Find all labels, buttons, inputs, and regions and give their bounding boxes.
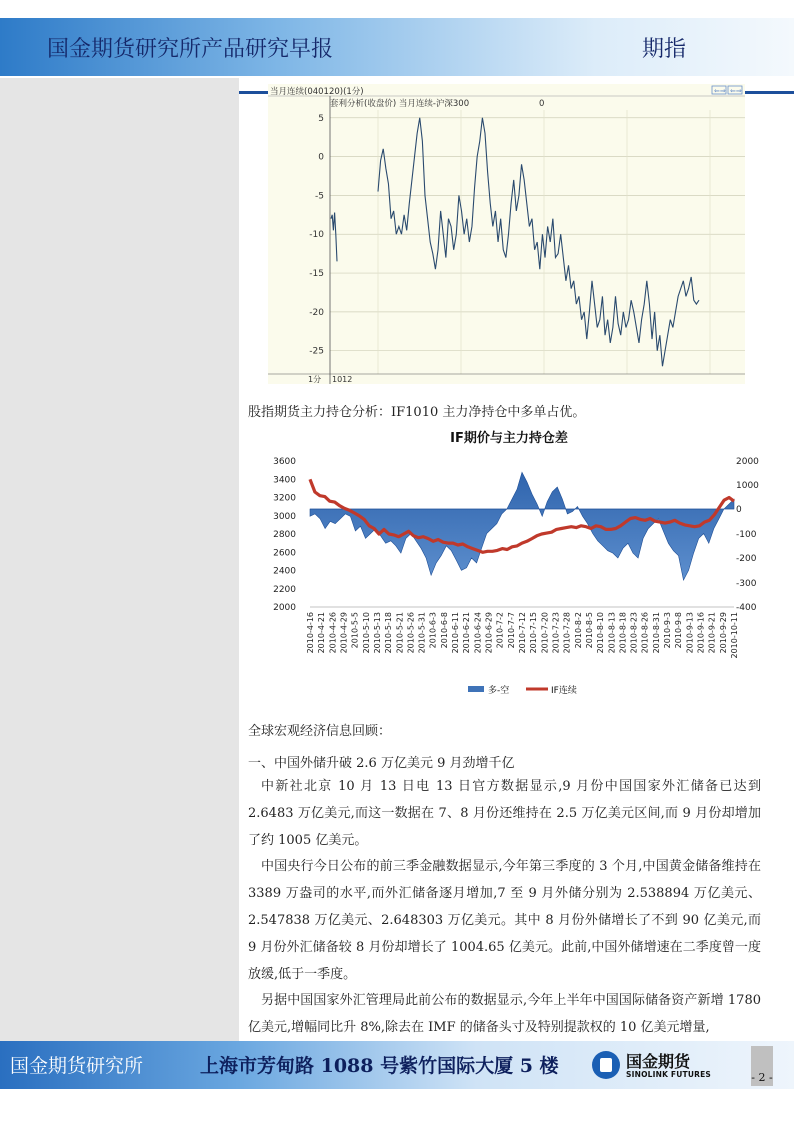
x-tick-label: 2010-5-31 — [417, 612, 427, 654]
x-tick-label: 2010-9-21 — [707, 612, 717, 654]
y-right-tick-label: 2000 — [736, 457, 759, 467]
x-tick-label: 2010-5-10 — [361, 612, 371, 654]
y-left-tick-label: 2400 — [273, 566, 296, 577]
if-position-chart-svg — [268, 424, 759, 702]
x-tick-label: 2010-5-5 — [350, 612, 360, 649]
y-tick-label: -20 — [309, 307, 324, 318]
chart-legend-text: 套利分析(收盘价) 当月连续-沪深300 — [330, 99, 470, 109]
x-tick-label: 2010-9-29 — [718, 612, 728, 654]
spread-chart-svg — [268, 84, 745, 384]
y-right-tick-label: 1000 — [736, 481, 759, 491]
footer-address: 上海市芳甸路 1088 号紫竹国际大厦 5 楼 — [200, 1055, 559, 1077]
x-tick-label: 2010-7-12 — [518, 612, 527, 654]
section-heading: 全球宏观经济信息回顾： — [248, 724, 392, 739]
x-tick-label: 2010-7-2 — [495, 612, 505, 649]
x-tick-label: 2010-8-18 — [618, 612, 628, 654]
y-left-tick-label: 3200 — [273, 493, 296, 504]
y-tick-label: 5 — [318, 113, 324, 124]
logo-mark-icon — [592, 1051, 620, 1079]
news-body — [248, 774, 761, 1042]
x-tick-label: 2010-8-10 — [596, 612, 606, 654]
y-right-tick-label: -300 — [736, 579, 757, 589]
x-tick-label: 2010-4-26 — [328, 612, 338, 654]
y-right-tick-label: -400 — [736, 603, 757, 613]
x-tick-label: 2010-9-13 — [685, 612, 695, 654]
y-right-tick-label: 0 — [736, 505, 742, 515]
y-left-tick-label: 2000 — [273, 603, 296, 613]
x-tick-label: 2010-4-16 — [306, 612, 315, 654]
chart-bottom-period: 1分 — [308, 375, 322, 384]
left-margin-panel — [0, 78, 239, 1041]
x-tick-label: 2010-7-23 — [551, 612, 561, 654]
spread-chart — [268, 84, 745, 384]
y-left-tick-label: 3400 — [273, 475, 296, 486]
paragraph: 中国央行今日公布的前三季金融数据显示,今年第三季度的 3 个月,中国黄金储备维持在 3389 万盎司的水平,而外汇储备逐月增加,7 至 9 月外储分别为 2.538894 万亿美元、2.547838 万亿美元、2.648303 万亿美元。其中 8 月份外储增长了不到 90 亿美元,而 9 月份外汇储备较 8 月份却增长了 1004.65 亿美元。此前,中国外储增速在二季度曾一度放缓,低于一季度。 — [248, 859, 761, 982]
x-tick-label: 2010-5-26 — [406, 612, 416, 654]
x-tick-label: 2010-8-23 — [629, 612, 639, 654]
paragraph: 另据中国国家外汇管理局此前公布的数据显示,今年上半年中国国际储备资产新增 1780 亿美元,增幅同比升 8%,除去在 IMF 的储备头寸及特别提款权的 10 亿美元增量, — [248, 993, 761, 1036]
x-tick-label: 2010-8-13 — [607, 612, 617, 654]
x-tick-label: 2010-7-15 — [529, 612, 539, 654]
y-right-tick-label: -200 — [736, 554, 757, 564]
position-caption: 股指期货主力持仓分析：IF1010 主力净持仓中多单占优。 — [248, 405, 586, 420]
x-tick-label: 2010-7-20 — [540, 612, 550, 654]
x-tick-label: 2010-6-8 — [439, 612, 449, 649]
x-tick-label: 2010-5-21 — [395, 612, 405, 654]
x-tick-label: 2010-8-5 — [584, 612, 594, 649]
svg-text:⇐⇒: ⇐⇒ — [730, 87, 742, 95]
x-tick-label: 2010-8-31 — [651, 612, 661, 654]
footer-org-name: 国金期货研究所 — [10, 1055, 144, 1077]
x-tick-label: 2010-6-29 — [484, 612, 494, 654]
x-tick-label: 2010-4-29 — [339, 612, 349, 654]
x-tick-label: 2010-5-18 — [384, 612, 394, 654]
y-left-tick-label: 3000 — [273, 511, 296, 522]
y-left-tick-label: 2800 — [273, 530, 296, 540]
x-tick-label: 2010-8-2 — [573, 612, 583, 649]
y-tick-label: 0 — [318, 152, 324, 163]
y-left-tick-label: 2600 — [273, 548, 296, 559]
y-tick-label: -25 — [309, 346, 324, 357]
x-tick-label: 2010-8-26 — [640, 612, 650, 654]
x-tick-label: 2010-6-21 — [462, 612, 472, 654]
news-item-heading: 一、中国外储升破 2.6 万亿美元 9 月劲增千亿 — [248, 756, 515, 771]
x-tick-label: 2010-9-3 — [663, 612, 673, 649]
x-tick-label: 2010-7-28 — [562, 612, 572, 654]
company-logo — [592, 1049, 742, 1083]
x-tick-label: 2010-6-11 — [451, 612, 461, 654]
chart-bottom-label: 1012 — [332, 375, 353, 384]
y-left-tick-label: 2200 — [273, 584, 296, 595]
x-tick-label: 2010-7-7 — [506, 612, 516, 649]
chart-legend-value: 0 — [539, 99, 545, 109]
chart-toolbar-text: 当月连续(040120)(1分) — [270, 87, 364, 97]
x-tick-label: 2010-9-16 — [696, 612, 706, 654]
y-left-tick-label: 3600 — [273, 457, 296, 467]
paragraph: 中新社北京 10 月 13 日电 13 日官方数据显示,9 月份中国国家外汇储备已达到 2.6483 万亿美元,而这一数据在 7、8 月份还维持在 2.5 万亿美元区间,而 9 月份却增加了约 1005 亿美元。 — [248, 779, 761, 848]
if-position-chart — [268, 424, 759, 702]
report-category: 期指 — [642, 37, 687, 62]
chart-title: IF期价与主力持仓差 — [450, 431, 568, 446]
report-title: 国金期货研究所产品研究早报 — [47, 37, 334, 62]
page-footer — [0, 1041, 794, 1089]
logo-text-en: SINOLINK FUTURES — [626, 1070, 712, 1079]
legend-label-long-short: 多-空 — [488, 686, 510, 696]
y-right-tick-label: -100 — [736, 530, 757, 540]
x-tick-label: 2010-10-11 — [730, 612, 739, 659]
x-tick-label: 2010-5-13 — [372, 612, 382, 654]
y-tick-label: -15 — [309, 269, 324, 280]
x-tick-label: 2010-6-24 — [473, 612, 483, 654]
x-tick-label: 2010-9-8 — [674, 612, 684, 649]
legend-label-if: IF连续 — [551, 686, 577, 696]
chart-legend — [468, 684, 577, 696]
x-tick-label: 2010-6-3 — [428, 612, 438, 649]
logo-text-cn: 国金期货 — [626, 1052, 691, 1071]
legend-swatch-long-short — [468, 686, 484, 692]
x-tick-label: 2010-4-21 — [317, 612, 327, 654]
svg-text:⇐⇒: ⇐⇒ — [714, 87, 726, 95]
page-header — [0, 18, 794, 76]
y-tick-label: -10 — [309, 230, 324, 241]
series-long-short-area — [310, 472, 734, 580]
page-number: - 2 - — [751, 1046, 773, 1086]
y-tick-label: -5 — [315, 191, 324, 202]
